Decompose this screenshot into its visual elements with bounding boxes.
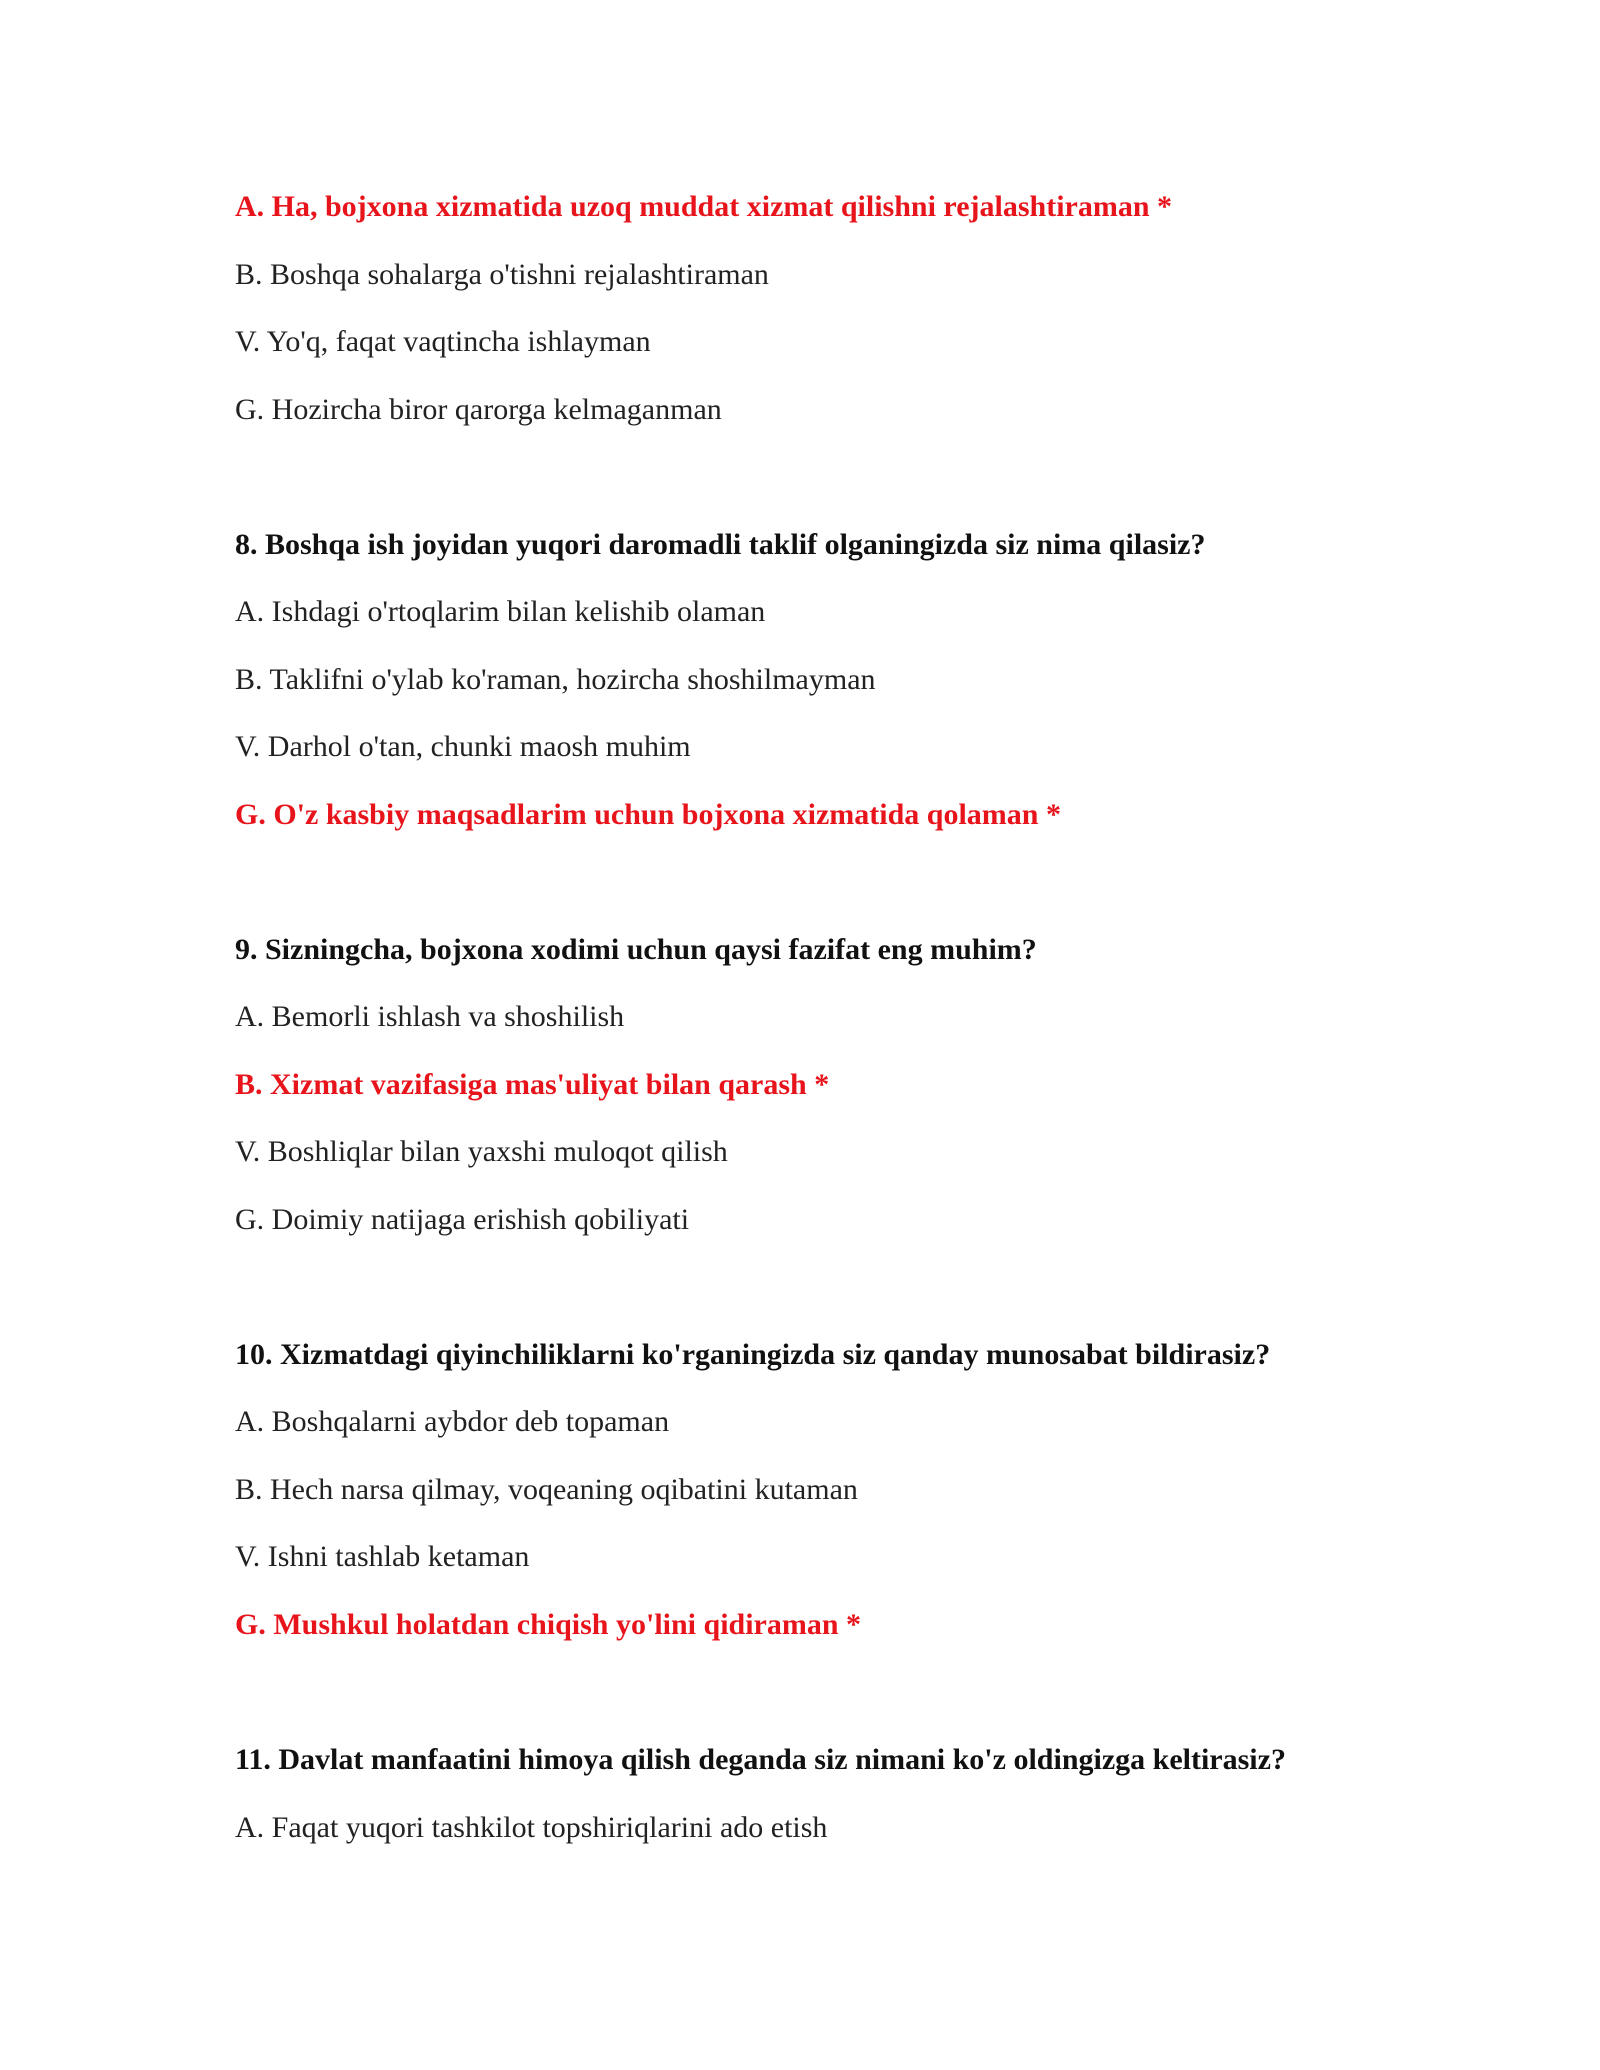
answer-option: B. Taklifni o'ylab ko'raman, hozircha shoshilmayman <box>235 663 876 696</box>
answer-option: A. Boshqalarni aybdor deb topaman <box>235 1405 670 1438</box>
question-text: 10. Xizmatdagi qiyinchiliklarni ko'rganingizda siz qanday munosabat bildirasiz? <box>235 1338 1271 1371</box>
question-text: 8. Boshqa ish joyidan yuqori daromadli taklif olganingizda siz nima qilasiz? <box>235 528 1206 561</box>
answer-option-correct: G. Mushkul holatdan chiqish yo'lini qidiraman * <box>235 1608 862 1641</box>
question-text: 11. Davlat manfaatini himoya qilish deganda siz nimani ko'z oldingizga keltirasiz? <box>235 1743 1286 1776</box>
answer-option: G. Doimiy natijaga erishish qobiliyati <box>235 1203 690 1236</box>
answer-option-correct: A. Ha, bojxona xizmatida uzoq muddat xizmat qilishni rejalashtiraman * <box>235 190 1173 223</box>
answer-option-correct: G. O'z kasbiy maqsadlarim uchun bojxona xizmatida qolaman * <box>235 798 1061 831</box>
answer-option: B. Boshqa sohalarga o'tishni rejalashtiraman <box>235 258 769 291</box>
answer-option: G. Hozircha biror qarorga kelmaganman <box>235 393 722 426</box>
answer-option: V. Ishni tashlab ketaman <box>235 1540 530 1573</box>
answer-option: V. Boshliqlar bilan yaxshi muloqot qilish <box>235 1135 728 1168</box>
answer-option: A. Faqat yuqori tashkilot topshiriqlarini ado etish <box>235 1811 828 1844</box>
answer-option: A. Bemorli ishlash va shoshilish <box>235 1000 625 1033</box>
question-text: 9. Sizningcha, bojxona xodimi uchun qaysi fazifat eng muhim? <box>235 933 1037 966</box>
answer-option: V. Darhol o'tan, chunki maosh muhim <box>235 730 691 763</box>
answer-option: V. Yo'q, faqat vaqtincha ishlayman <box>235 325 651 358</box>
answer-option: A. Ishdagi o'rtoqlarim bilan kelishib olaman <box>235 595 766 628</box>
answer-option-correct: B. Xizmat vazifasiga mas'uliyat bilan qarash * <box>235 1068 830 1101</box>
answer-option: B. Hech narsa qilmay, voqeaning oqibatini kutaman <box>235 1473 858 1506</box>
